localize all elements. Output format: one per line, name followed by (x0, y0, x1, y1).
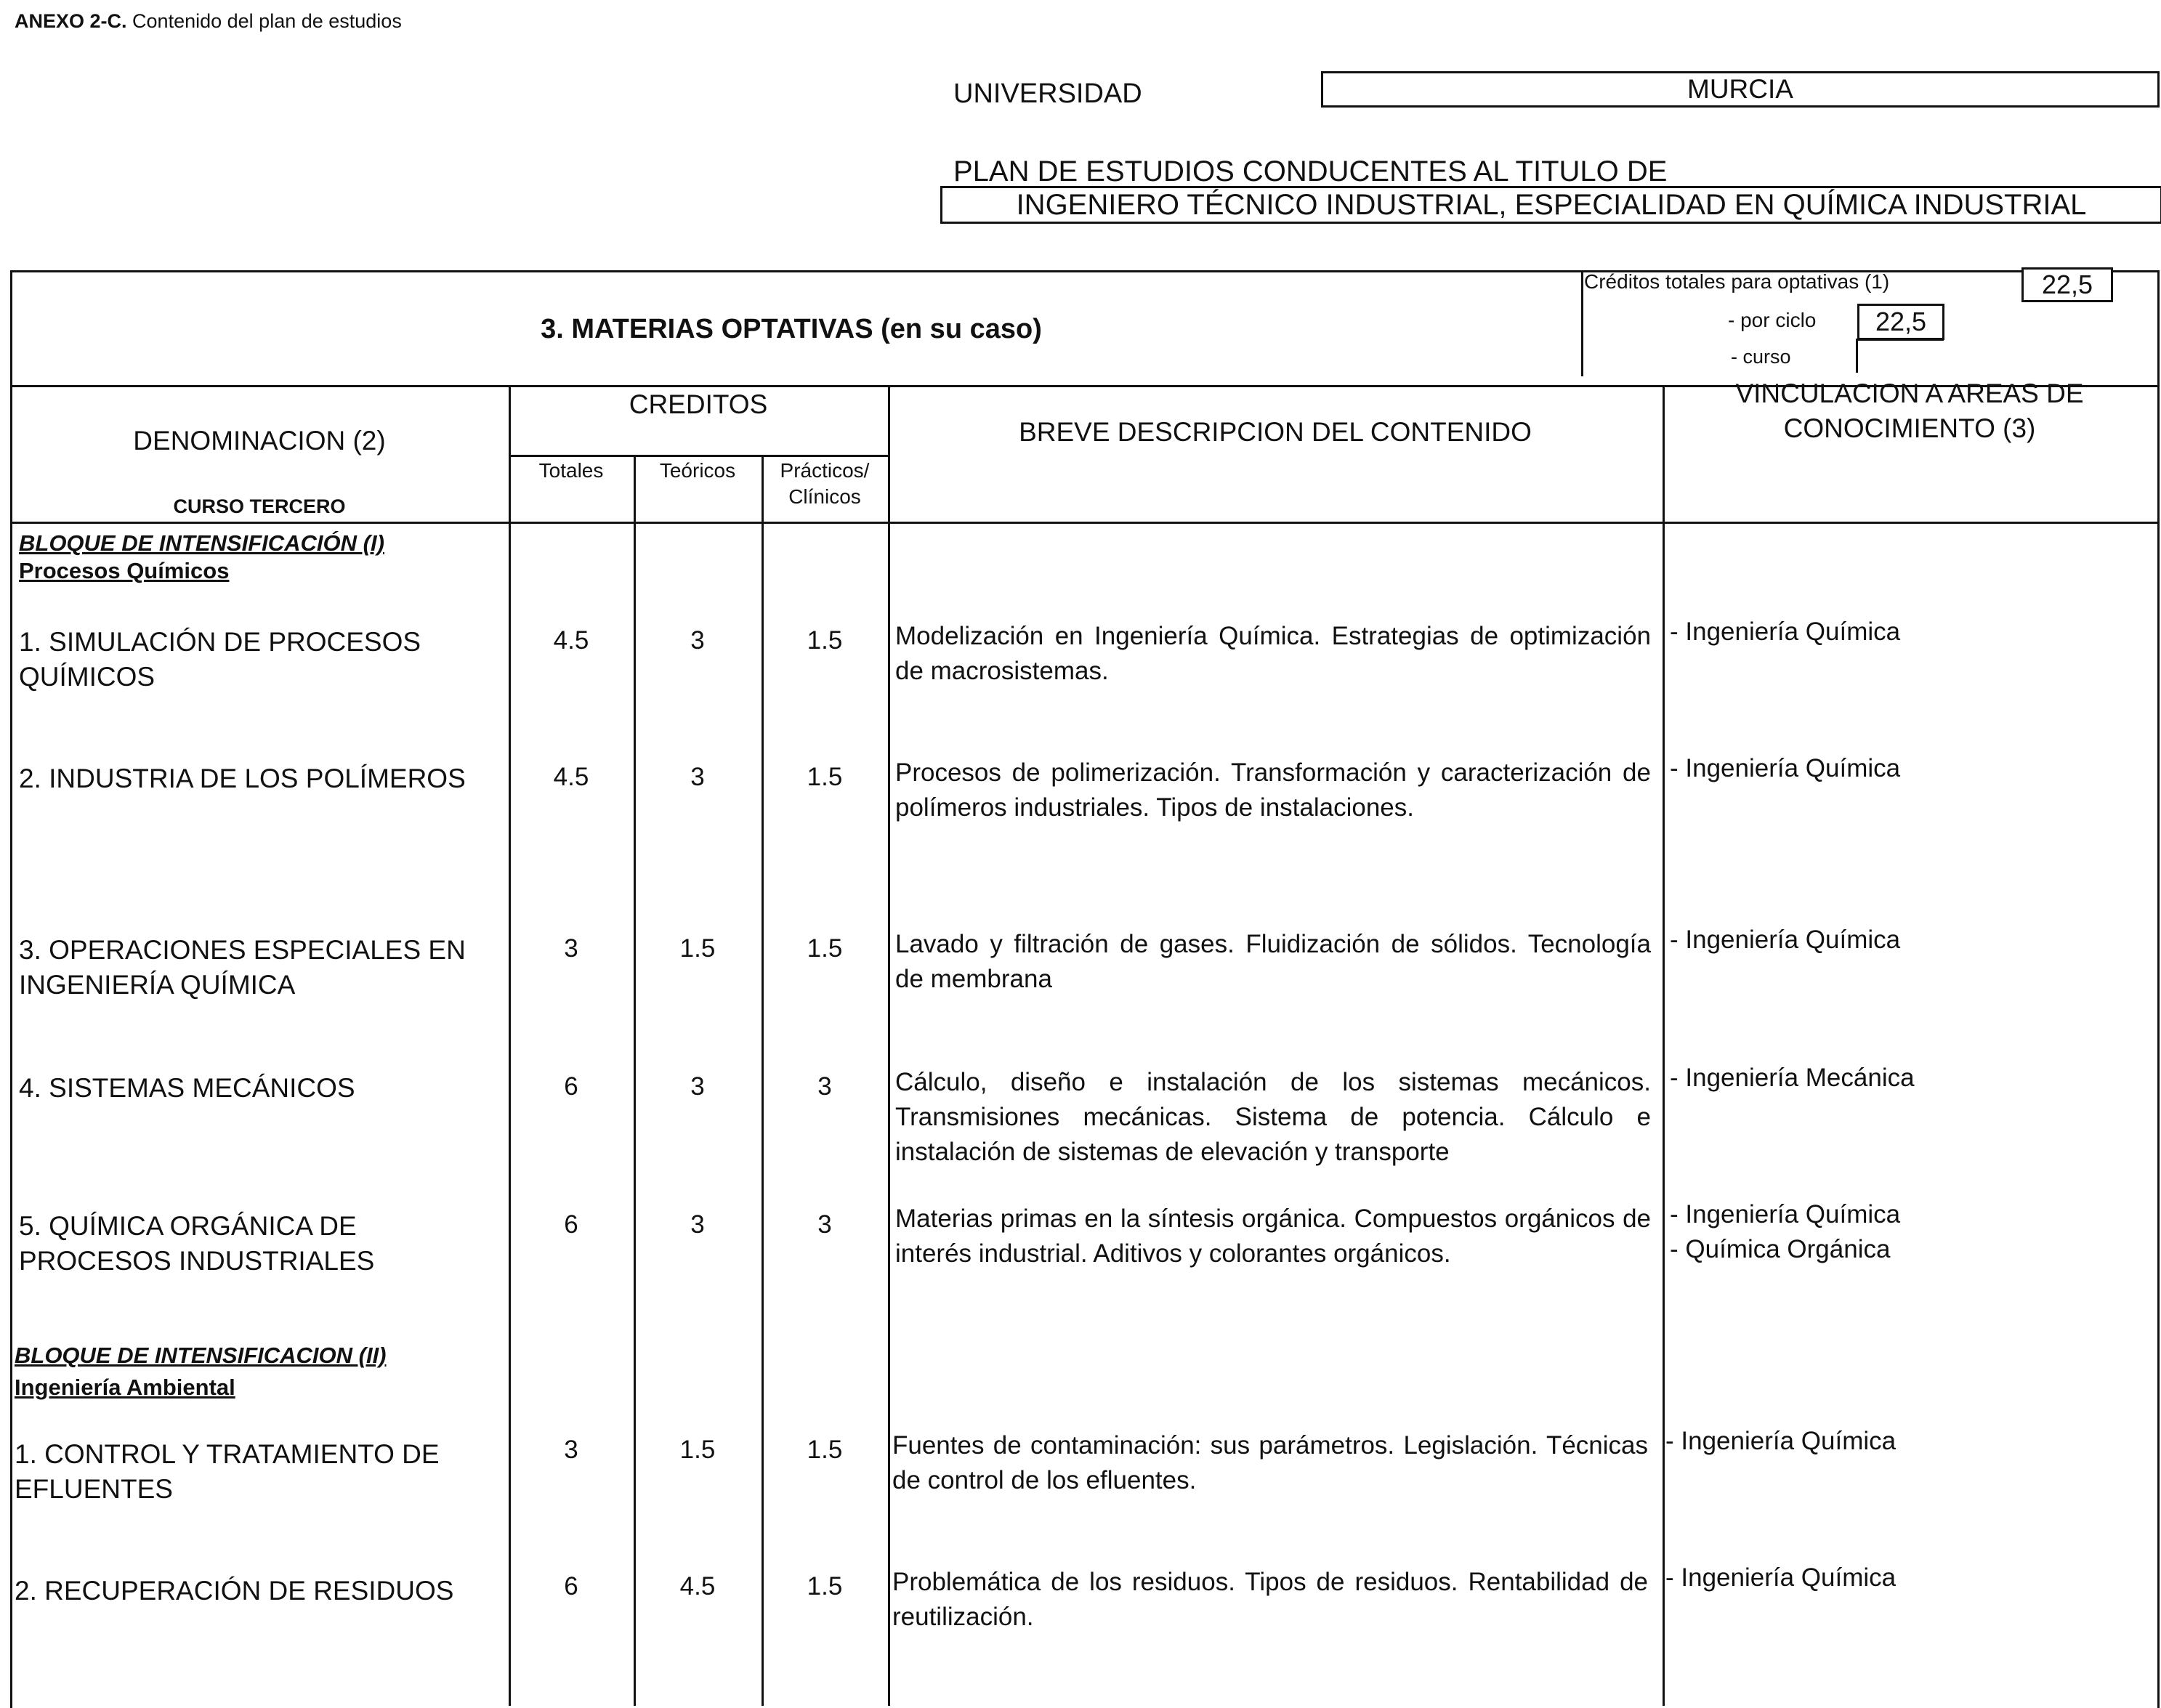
header-practicos-line2: Clínicos (788, 485, 861, 508)
header-denominacion: DENOMINACION (2) (133, 426, 386, 456)
subject-description: Modelización en Ingeniería Química. Estrategias de optimización de macrosistemas. (895, 622, 1651, 685)
subject-area: - Ingeniería Química (1670, 926, 1901, 954)
header-vinculacion-line1: VINCULACION A AREAS DE (1735, 379, 2084, 408)
credits-totales: 4.5 (553, 763, 589, 791)
header-curso-tercero: CURSO TERCERO (173, 495, 346, 517)
credits-totales: 3 (564, 1436, 578, 1464)
subject-area-line: - Ingeniería Química (1670, 1200, 1901, 1229)
header-vinculacion (1663, 376, 2157, 446)
credits-total-label: Créditos totales para optativas (1) (1584, 270, 1890, 293)
credits-practicos: 1.5 (807, 934, 843, 963)
degree-title: INGENIERO TÉCNICO INDUSTRIAL, ESPECIALIDAD EN QUÍMICA INDUSTRIAL (940, 186, 2161, 224)
header-creditos: CREDITOS (629, 389, 768, 419)
subject-name: 2. RECUPERACIÓN DE RESIDUOS (15, 1576, 454, 1606)
block-2-title: BLOQUE DE INTENSIFICACION (II) (15, 1343, 387, 1368)
col-rule-4 (888, 385, 890, 1706)
plan-label: PLAN DE ESTUDIOS CONDUCENTES AL TITULO DE (953, 155, 1668, 187)
university-value: MURCIA (1321, 71, 2160, 108)
header-totales: Totales (538, 459, 604, 482)
subject-description: Materias primas en la síntesis orgánica. Compuestos orgánicos de interés industrial. Aditivos y colorantes orgánicos. (895, 1205, 1651, 1268)
subject-name: 4. SISTEMAS MECÁNICOS (19, 1073, 355, 1103)
subject-area: - Ingeniería Mecánica (1670, 1064, 1915, 1092)
block-1-subtitle: Procesos Químicos (19, 558, 230, 583)
curso-label: - curso (1731, 346, 1791, 368)
credits-practicos: 3 (817, 1072, 832, 1101)
header-practicos (762, 458, 888, 510)
credits-totales: 6 (564, 1572, 578, 1600)
subject-area: - Ingeniería Química (1665, 1563, 1897, 1592)
subject-description: Lavado y filtración de gases. Fluidización de sólidos. Tecnología de membrana (895, 930, 1651, 993)
header-teoricos: Teóricos (659, 459, 736, 482)
subject-area-line: - Química Orgánica (1670, 1235, 1891, 1263)
credits-teoricos: 3 (690, 626, 705, 655)
credits-teoricos: 1.5 (679, 934, 716, 963)
section-title: 3. MATERIAS OPTATIVAS (en su caso) (541, 314, 1042, 344)
header-descripcion: BREVE DESCRIPCION DEL CONTENIDO (1019, 417, 1532, 447)
credits-teoricos: 3 (690, 1072, 705, 1101)
subject-description: Fuentes de contaminación: sus parámetros. Legislación. Técnicas de control de los efluentes. (892, 1431, 1648, 1494)
credits-practicos: 1.5 (807, 626, 843, 655)
header-vinculacion-line2: CONOCIMIENTO (3) (1783, 413, 2036, 443)
subject-area: - Ingeniería Química (1670, 754, 1901, 782)
col-rule-1 (509, 385, 511, 1706)
credits-totales: 4.5 (553, 626, 589, 655)
credits-teoricos: 3 (690, 763, 705, 791)
subject-area: - Ingeniería Química (1665, 1427, 1897, 1455)
block-2-subtitle: Ingeniería Ambiental (15, 1375, 235, 1400)
subject-description: Procesos de polimerización. Transformación y caracterización de polímeros industriales. Tipos de instalaciones. (895, 758, 1651, 822)
credits-practicos: 3 (817, 1210, 832, 1239)
credits-practicos: 1.5 (807, 1572, 843, 1600)
por-ciclo-value: 22,5 (1857, 304, 1944, 340)
header-bottom-rule (10, 522, 2157, 524)
university-label: UNIVERSIDAD (953, 78, 1142, 109)
col-rule-5 (1663, 385, 1665, 1706)
credits-teoricos: 3 (690, 1210, 705, 1239)
credits-teoricos: 1.5 (679, 1436, 716, 1464)
subject-name: 5. QUÍMICA ORGÁNICA DE PROCESOS INDUSTRIALES (19, 1211, 375, 1276)
subject-name: 1. CONTROL Y TRATAMIENTO DE EFLUENTES (15, 1439, 440, 1504)
credits-total-value: 22,5 (2021, 267, 2113, 302)
credits-practicos: 1.5 (807, 763, 843, 791)
subject-name: 2. INDUSTRIA DE LOS POLÍMEROS (19, 764, 466, 793)
subject-area: - Ingeniería Química (1670, 618, 1901, 646)
subject-description: Cálculo, diseño e instalación de los sistemas mecánicos. Transmisiones mecánicas. Sistema de potencia. Cálculo e instalación de sistemas de elevación y transporte (895, 1068, 1651, 1166)
subject-description: Problemática de los residuos. Tipos de residuos. Rentabilidad de reutilización. (892, 1568, 1648, 1631)
header-practicos-line1: Prácticos/ (780, 459, 870, 482)
curso-value (1856, 339, 1944, 373)
subject-name: 1. SIMULACIÓN DE PROCESOS QUÍMICOS (19, 627, 421, 692)
credits-teoricos: 4.5 (679, 1572, 716, 1600)
block-1-title: BLOQUE DE INTENSIFICACIÓN (I) (19, 530, 384, 556)
creditos-sub-rule (509, 455, 889, 457)
credits-totales: 3 (564, 934, 578, 963)
por-ciclo-label: - por ciclo (1728, 309, 1817, 331)
credits-practicos: 1.5 (807, 1436, 843, 1464)
annex-label: ANEXO 2-C. Contenido del plan de estudios (15, 10, 402, 32)
credits-totales: 6 (564, 1072, 578, 1101)
subject-area (1670, 1197, 2142, 1267)
subject-name: 3. OPERACIONES ESPECIALES EN INGENIERÍA QUÍMICA (19, 935, 466, 1000)
credits-totales: 6 (564, 1210, 578, 1239)
